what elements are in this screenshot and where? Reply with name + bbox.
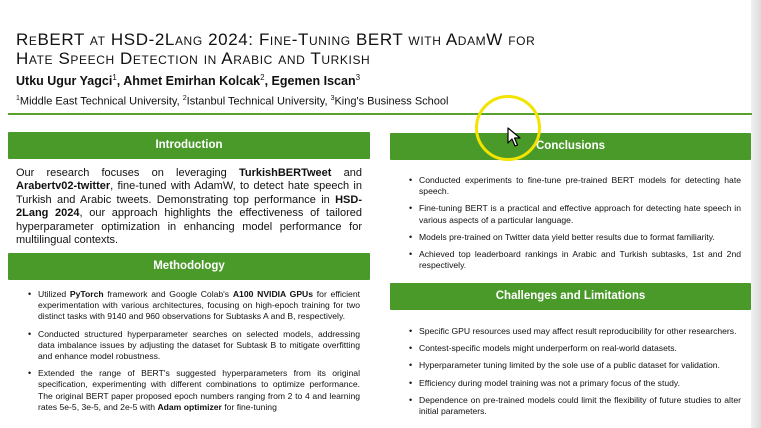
author-2: Ahmet Emirhan Kolcak xyxy=(123,74,261,89)
author-1-affil: 1 xyxy=(112,73,117,82)
method-3-optimizer: Adam optimizer xyxy=(157,401,222,412)
method-2-text: Conducted structured hyperparameter searches on selected models, addressing data imbalance issues by adjusting the dataset for Subtask B to mitigate overfitting and enhance model robustness. xyxy=(38,328,360,362)
list-item xyxy=(26,368,360,413)
author-1: Utku Ugur Yagci xyxy=(16,74,113,89)
poster-header xyxy=(16,30,716,109)
affil-2-sup: 2 xyxy=(182,95,187,103)
header-divider xyxy=(8,113,752,115)
methodology-heading: Methodology xyxy=(8,253,370,280)
author-list: Utku Ugur Yagci$^1$, Ahmet Emirhan Kolcak$^2$, Egemen Iscan$^3$ xyxy=(16,73,361,89)
method-3-text-a: Extended the range of BERT's suggested hyperparameters from its original specification, experimenting with different combinations to optimize performance. The original BERT paper proposed epoch numbers ranging from 2 to 4 and learning rates 5e-5, 3e-5, and 2e-5 with xyxy=(38,368,360,412)
introduction-heading: Introduction xyxy=(8,132,370,159)
left-column xyxy=(8,132,370,247)
conclusions-section xyxy=(390,133,751,277)
affiliations: $^1$Middle East Technical University, $^2$Istanbul Technical University, $^3$King's Business School xyxy=(16,95,449,108)
poster-title xyxy=(16,30,716,68)
viewer-edge xyxy=(751,0,761,428)
method-1-text-b: framework and Google Colab's xyxy=(103,289,233,299)
list-item: • Dependence on pre-trained models could limit the flexibility of future studies to alter initial parameters. xyxy=(407,395,741,417)
challenges-heading: Challenges and Limitations xyxy=(390,283,751,310)
list-item: • Fine-tuning BERT is a practical and effective approach for detecting hate speech in various aspects of a particular language. xyxy=(407,203,741,225)
mouse-pointer-icon xyxy=(507,127,521,147)
affil-3-sup: 3 xyxy=(330,95,335,103)
affil-1: Middle East Technical University xyxy=(19,95,177,108)
title-line-2: Hate Speech Detection in Arabic and Turkish xyxy=(16,49,371,68)
affil-3: King's Business School xyxy=(334,95,449,108)
intro-text-3: , fine-tuned with AdamW, to detect hate speech in Turkish and Arabic tweets. Demonstrating top performance in xyxy=(16,180,362,206)
author-3: Egemen Iscan xyxy=(271,74,356,89)
conclusions-heading: Conclusions xyxy=(390,133,751,160)
methodology-section xyxy=(8,253,370,419)
intro-competition: HSD-2Lang 2024 xyxy=(16,193,362,220)
method-1-text-c: for efficient experimentation with various architectures, focusing on high-epoch training for two distinct tasks with 9140 and 960 observations for Subtasks A and B, respectively. xyxy=(38,289,361,322)
list-item: • Contest-specific models might underperform on real-world datasets. xyxy=(407,343,741,354)
challenges-list xyxy=(407,326,741,417)
list-item: • Hyperparameter tuning limited by the sole use of a public dataset for validation. xyxy=(407,360,741,371)
list-item xyxy=(26,289,360,323)
list-item: • Efficiency during model training was not a primary focus of the study. xyxy=(407,378,741,389)
list-item: • Specific GPU resources used may affect result reproducibility for other researchers. xyxy=(407,326,741,337)
method-1-framework: PyTorch xyxy=(69,289,104,299)
intro-text-4: , our approach highlights the effectiveness of tailored hyperparameter optimization in enhancing model performance for multilingual contexts. xyxy=(16,207,362,247)
affil-2: Istanbul Technical University xyxy=(186,95,325,108)
author-3-affil: 3 xyxy=(355,73,361,82)
conclusions-list xyxy=(407,175,741,271)
intro-model-2: Arabertv02-twitter xyxy=(16,180,111,193)
method-1-text-a: Utilized xyxy=(38,289,70,299)
methodology-list xyxy=(26,289,360,413)
introduction-text xyxy=(16,167,362,247)
method-3-text-b: for fine-tuning xyxy=(221,401,277,412)
list-item: • Achieved top leaderboard rankings in Arabic and Turkish subtasks, 1st and 2nd respectively. xyxy=(407,249,741,271)
list-item: • Conducted experiments to fine-tune pre-trained BERT models for detecting hate speech. xyxy=(407,175,741,197)
title-line-1: ReBERT at HSD-2Lang 2024: Fine-Tuning BERT with AdamW for xyxy=(16,30,536,49)
affil-1-sup: 1 xyxy=(16,95,20,103)
method-1-gpu: A100 NVIDIA GPUs xyxy=(232,289,314,299)
challenges-section xyxy=(390,283,751,423)
intro-model-1: TurkishBERTweet xyxy=(238,167,332,179)
list-item xyxy=(26,329,360,363)
list-item: • Models pre-trained on Twitter data yield better results due to format familiarity. xyxy=(407,232,741,243)
intro-text-2: and xyxy=(331,167,362,179)
author-2-affil: 2 xyxy=(260,73,265,82)
intro-text-1: Our research focuses on leveraging xyxy=(16,167,239,179)
